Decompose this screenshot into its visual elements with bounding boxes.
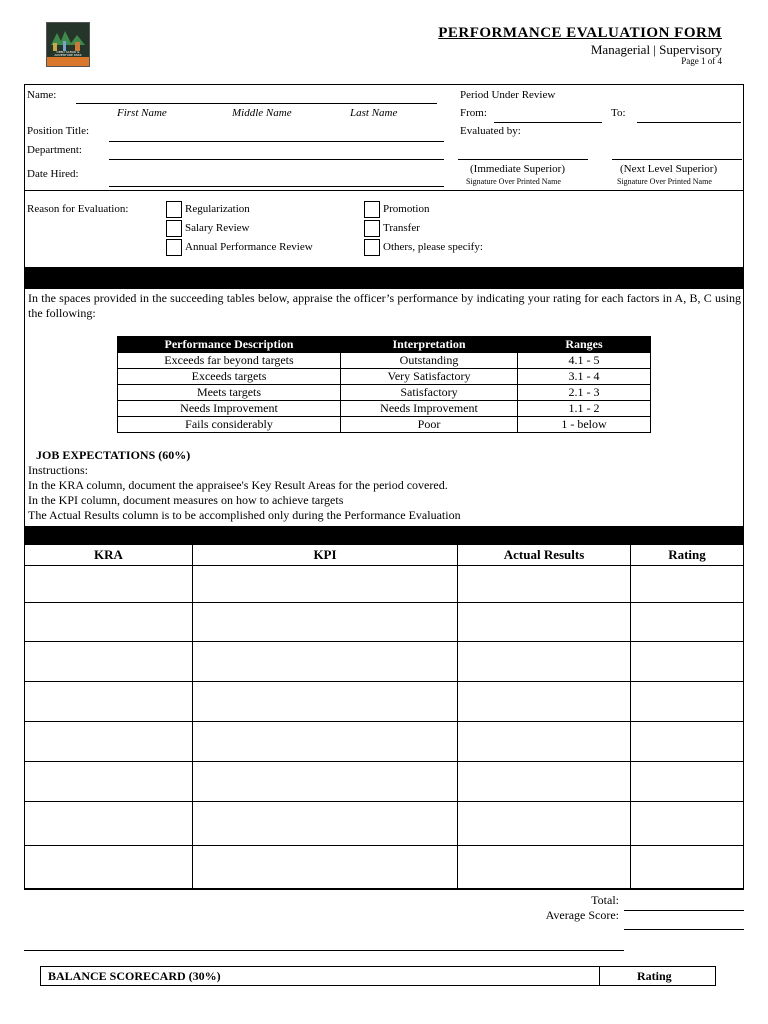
kpi-cell[interactable] — [193, 682, 458, 722]
total-field[interactable] — [624, 910, 744, 911]
rating-cell: Meets targets — [118, 385, 341, 401]
form-subtitle: Managerial | Supervisory — [590, 42, 722, 57]
kpi-header: KPI — [193, 545, 458, 566]
actual-results-cell[interactable] — [458, 603, 631, 642]
kra-header: KRA — [25, 545, 193, 566]
kra-cell[interactable] — [25, 603, 193, 642]
actual-results-cell[interactable] — [458, 802, 631, 846]
others-checkbox[interactable] — [364, 239, 380, 256]
actual-results-cell[interactable] — [458, 682, 631, 722]
kpi-cell[interactable] — [193, 846, 458, 889]
company-logo — [46, 22, 90, 67]
others-option: Others, please specify: — [383, 241, 483, 253]
kpi-cell[interactable] — [193, 722, 458, 762]
table-row — [25, 566, 744, 603]
department-field[interactable] — [109, 159, 444, 160]
rating-cell: 1 - below — [518, 417, 651, 433]
kra-cell[interactable] — [25, 642, 193, 682]
job-instructions-line-2: In the KRA column, document the appraisee's Key Result Areas for the period covered. — [28, 478, 448, 492]
immediate-superior-caption: (Immediate Superior) — [470, 163, 565, 175]
rating-cell: Fails considerably — [118, 417, 341, 433]
rating-header-description: Performance Description — [118, 337, 341, 353]
annual-review-checkbox[interactable] — [166, 239, 182, 256]
rating-cell: 4.1 - 5 — [518, 353, 651, 369]
name-field[interactable] — [76, 103, 437, 104]
table-row — [25, 846, 744, 889]
rating-cell: Needs Improvement — [118, 401, 341, 417]
rating-cell[interactable] — [631, 802, 744, 846]
job-instructions-line-4: The Actual Results column is to be accomplished only during the Performance Evaluation — [28, 508, 461, 522]
next-level-signature[interactable] — [612, 159, 742, 160]
salary-review-checkbox[interactable] — [166, 220, 182, 237]
middle-name-caption: Middle Name — [232, 107, 292, 119]
section-band — [24, 526, 744, 544]
logo-text: CEBU SAFARI & ADVENTURE PARK — [54, 50, 82, 57]
rating-cell[interactable] — [631, 682, 744, 722]
table-row — [25, 603, 744, 642]
balance-scorecard-title: BALANCE SCORECARD (30%) — [48, 969, 221, 983]
period-label: Period Under Review — [460, 89, 556, 101]
regularization-option: Regularization — [185, 203, 250, 215]
table-row — [118, 401, 651, 417]
rating-header: Rating — [631, 545, 744, 566]
rating-header-ranges: Ranges — [518, 337, 651, 353]
rating-cell: Outstanding — [341, 353, 518, 369]
table-row — [118, 385, 651, 401]
last-name-caption: Last Name — [350, 107, 398, 119]
rating-cell[interactable] — [631, 566, 744, 603]
from-field[interactable] — [494, 122, 602, 123]
table-row — [118, 353, 651, 369]
reason-label: Reason for Evaluation: — [27, 203, 129, 215]
table-row — [25, 762, 744, 802]
to-field[interactable] — [637, 122, 741, 123]
salary-review-option: Salary Review — [185, 222, 250, 234]
rating-cell: Very Satisfactory — [341, 369, 518, 385]
rating-cell: Exceeds targets — [118, 369, 341, 385]
to-label: To: — [611, 107, 626, 119]
position-field[interactable] — [109, 141, 444, 142]
kra-cell[interactable] — [25, 846, 193, 889]
kpi-cell[interactable] — [193, 762, 458, 802]
scorecard-rating-header: Rating — [637, 969, 672, 983]
evaluated-by-label: Evaluated by: — [460, 125, 521, 137]
department-label: Department: — [27, 144, 82, 156]
rating-cell[interactable] — [631, 846, 744, 889]
instructions-paragraph: In the spaces provided in the succeeding tables below, appraise the officer’s performance by indicating your rating for each factors in A, B, C using the following: — [28, 291, 741, 320]
rating-scale-table — [117, 336, 651, 433]
section-divider — [24, 190, 743, 191]
name-label: Name: — [27, 89, 57, 101]
rating-cell: Poor — [341, 417, 518, 433]
signature-caption-2: Signature Over Printed Name — [617, 177, 712, 186]
table-row — [25, 722, 744, 762]
promotion-option: Promotion — [383, 203, 430, 215]
rating-cell: Satisfactory — [341, 385, 518, 401]
first-name-caption: First Name — [117, 107, 167, 119]
signature-caption-1: Signature Over Printed Name — [466, 177, 561, 186]
kpi-cell[interactable] — [193, 603, 458, 642]
next-level-caption: (Next Level Superior) — [620, 163, 718, 175]
actual-results-cell[interactable] — [458, 846, 631, 889]
transfer-option: Transfer — [383, 222, 420, 234]
actual-results-cell[interactable] — [458, 642, 631, 682]
separator-line — [24, 950, 624, 951]
transfer-checkbox[interactable] — [364, 220, 380, 237]
rating-cell[interactable] — [631, 722, 744, 762]
rating-cell: 2.1 - 3 — [518, 385, 651, 401]
total-label: Total: — [591, 893, 619, 907]
kpi-cell[interactable] — [193, 566, 458, 603]
rating-cell[interactable] — [631, 762, 744, 802]
table-row — [118, 369, 651, 385]
job-instructions-line-1: Instructions: — [28, 463, 88, 477]
rating-cell: Needs Improvement — [341, 401, 518, 417]
average-score-field[interactable] — [624, 929, 744, 930]
actual-results-header: Actual Results — [458, 545, 631, 566]
table-row — [118, 417, 651, 433]
kra-cell[interactable] — [25, 802, 193, 846]
table-row — [25, 642, 744, 682]
kra-cell[interactable] — [25, 682, 193, 722]
form-title: PERFORMANCE EVALUATION FORM — [438, 25, 722, 41]
regularization-checkbox[interactable] — [166, 201, 182, 218]
rating-cell: 3.1 - 4 — [518, 369, 651, 385]
table-row — [25, 802, 744, 846]
kra-cell[interactable] — [25, 762, 193, 802]
actual-results-cell[interactable] — [458, 722, 631, 762]
rating-cell: Exceeds far beyond targets — [118, 353, 341, 369]
kra-table — [24, 544, 744, 889]
annual-review-option: Annual Performance Review — [185, 241, 313, 253]
kra-cell[interactable] — [25, 566, 193, 603]
actual-results-cell[interactable] — [458, 566, 631, 603]
date-hired-label: Date Hired: — [27, 168, 79, 180]
job-expectations-title: JOB EXPECTATIONS (60%) — [36, 448, 191, 462]
from-label: From: — [460, 107, 487, 119]
page-indicator: Page 1 of 4 — [681, 56, 722, 66]
kpi-cell[interactable] — [193, 642, 458, 682]
job-instructions-line-3: In the KPI column, document measures on how to achieve targets — [28, 493, 344, 507]
rating-cell: 1.1 - 2 — [518, 401, 651, 417]
promotion-checkbox[interactable] — [364, 201, 380, 218]
table-row — [25, 682, 744, 722]
rating-cell[interactable] — [631, 642, 744, 682]
rating-header-interpretation: Interpretation — [341, 337, 518, 353]
section-band — [24, 267, 744, 289]
position-label: Position Title: — [27, 125, 90, 137]
kpi-cell[interactable] — [193, 802, 458, 846]
date-hired-field[interactable] — [109, 186, 444, 187]
rating-cell[interactable] — [631, 603, 744, 642]
actual-results-cell[interactable] — [458, 762, 631, 802]
average-score-label: Average Score: — [545, 908, 619, 922]
scorecard-divider — [599, 966, 600, 986]
kra-cell[interactable] — [25, 722, 193, 762]
immediate-superior-signature[interactable] — [458, 159, 588, 160]
